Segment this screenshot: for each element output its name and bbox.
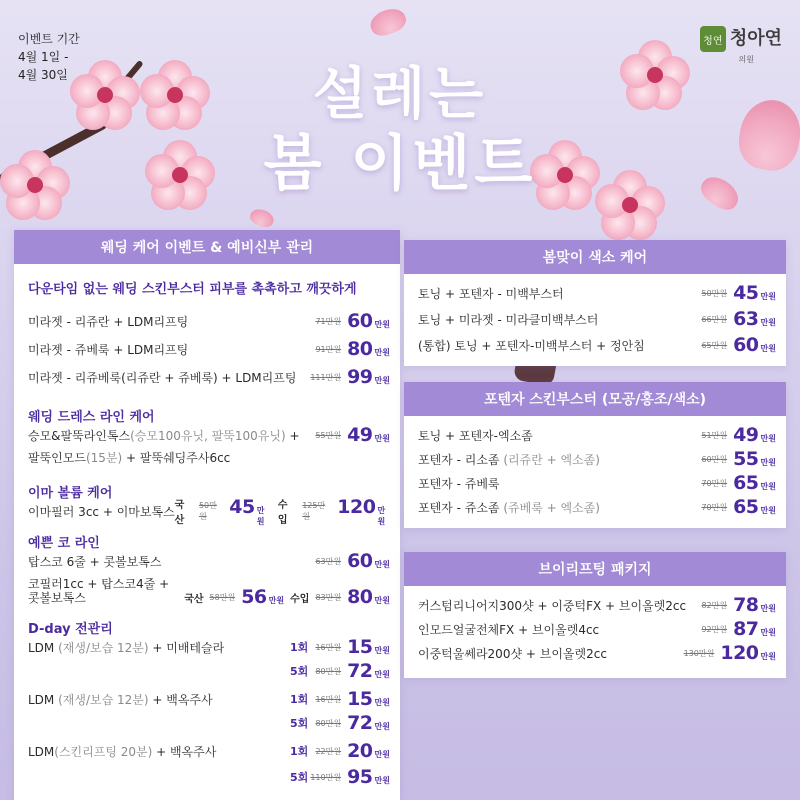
list-item xyxy=(28,495,390,526)
price-unit: 만원 xyxy=(374,560,390,569)
item-detail: (쥬베룩 + 엑소좀) xyxy=(503,500,600,515)
original-price: 70만원 xyxy=(701,502,728,512)
item-label: (통합) 토닝 + 포텐자-미백부스터 + 정안침 xyxy=(418,338,645,353)
original-price: 80만원 xyxy=(315,666,342,676)
price-unit: 만원 xyxy=(374,376,390,385)
original-price: 111만원 xyxy=(310,372,342,382)
sale-price: 63 xyxy=(733,308,759,330)
price-unit: 만원 xyxy=(374,750,390,759)
price-unit: 만원 xyxy=(374,698,390,707)
sale-price: 55 xyxy=(733,448,759,470)
price-unit: 만원 xyxy=(374,722,390,731)
session-count: 1회 xyxy=(290,693,309,706)
event-period-start: 4월 1일 - xyxy=(18,50,69,64)
clinic-logo-name: 청아연 xyxy=(729,28,782,49)
original-price: 80만원 xyxy=(315,718,342,728)
original-price: 125만원 xyxy=(302,501,326,521)
original-price: 60만원 xyxy=(701,454,728,464)
sale-price: 49 xyxy=(733,424,759,446)
sale-price: 80 xyxy=(347,586,373,608)
sale-price: 120 xyxy=(337,495,376,518)
original-price: 16만원 xyxy=(315,694,342,704)
item-detail: (15분) xyxy=(85,450,123,465)
session-count: 1회 xyxy=(290,745,309,758)
item-label: 토닝 + 미라젯 - 미라클미백부스터 xyxy=(418,312,599,327)
sale-price: 87 xyxy=(733,618,759,640)
v-lifting-panel xyxy=(404,552,786,678)
price-unit: 만원 xyxy=(374,434,390,443)
item-label-rest: + 미배테슬라 xyxy=(148,640,225,655)
clinic-logo-mark: 청연 xyxy=(700,26,726,52)
sale-price: 99 xyxy=(347,366,373,388)
event-period-label: 이벤트 기간 xyxy=(18,32,80,46)
domestic-tag: 국산 xyxy=(184,593,204,605)
sale-price: 15 xyxy=(347,636,373,658)
original-price: 55만원 xyxy=(315,430,342,440)
list-item xyxy=(418,282,776,304)
original-price: 63만원 xyxy=(315,556,342,566)
list-item xyxy=(28,424,390,446)
list-item xyxy=(28,310,390,332)
item-label: LDM xyxy=(28,692,59,707)
sale-price: 72 xyxy=(347,712,373,734)
list-item xyxy=(28,366,390,388)
price-unit: 만원 xyxy=(374,320,390,329)
section-title-skinbooster: 다운타임 없는 웨딩 스킨부스터 피부를 촉촉하고 깨끗하게 xyxy=(28,282,357,297)
original-price: 66만원 xyxy=(701,314,728,324)
item-label: LDM xyxy=(28,744,55,759)
original-price: 91만원 xyxy=(315,344,342,354)
v-lifting-header: 브이리프팅 패키지 xyxy=(404,552,786,586)
item-label: 인모드얼굴전체FX + 브이올렛4cc xyxy=(418,622,600,637)
item-detail: (스킨리프팅 20분) xyxy=(54,744,153,759)
price-unit: 만원 xyxy=(760,434,776,443)
session-count: 5회 xyxy=(290,717,309,730)
price-unit: 만원 xyxy=(760,344,776,353)
sale-price: 49 xyxy=(347,424,373,446)
item-label: 포텐자 - 쥬소좀 xyxy=(418,500,504,515)
domestic-tag: 국산 xyxy=(174,500,185,526)
sale-price: 60 xyxy=(347,310,373,332)
item-label-rest: + 팔뚝쉐딩주사6cc xyxy=(122,450,231,465)
item-detail: (승모100유닛, 팔뚝100유닛) xyxy=(130,428,286,443)
section-title-dress-line: 웨딩 드레스 라인 케어 xyxy=(28,410,155,425)
list-item xyxy=(418,448,776,470)
session-count: 1회 xyxy=(290,641,309,654)
list-item xyxy=(418,618,776,640)
list-item xyxy=(418,594,776,616)
price-unit: 만원 xyxy=(760,604,776,613)
sale-price: 72 xyxy=(347,660,373,682)
item-label-rest: + 백옥주사 xyxy=(152,744,217,759)
potenza-header: 포텐자 스킨부스터 (모공/홍조/색소) xyxy=(404,382,786,416)
list-item xyxy=(418,496,776,518)
item-detail: (리쥬란 + 엑소좀) xyxy=(503,452,600,467)
list-item xyxy=(28,766,390,788)
list-item xyxy=(28,586,390,608)
event-period-end: 4월 30일 xyxy=(18,68,68,82)
list-item xyxy=(418,308,776,330)
original-price: 71만원 xyxy=(315,316,342,326)
list-item xyxy=(418,642,776,664)
item-label: 이중턱울쎄라200샷 + 브이올렛2cc xyxy=(418,646,607,661)
list-item-continued xyxy=(28,446,390,468)
headline-line1: 설레는 xyxy=(312,62,488,127)
original-price: 82만원 xyxy=(701,600,728,610)
item-label: 토닝 + 포텐자 - 미백부스터 xyxy=(418,286,564,301)
item-label: 포텐자 - 리소좀 xyxy=(418,452,504,467)
price-unit: 만원 xyxy=(760,628,776,637)
list-item xyxy=(28,688,390,710)
list-item xyxy=(28,636,390,658)
original-price: 110만원 xyxy=(310,772,342,782)
potenza-panel xyxy=(404,382,786,528)
price-unit: 만원 xyxy=(374,646,390,655)
price-unit: 만원 xyxy=(374,776,390,785)
price-unit: 만원 xyxy=(374,596,390,605)
item-label: 팔뚝인모드 xyxy=(28,450,86,465)
sale-price: 80 xyxy=(347,338,373,360)
list-item xyxy=(28,740,390,762)
original-price: 83만원 xyxy=(315,592,342,602)
session-count: 5회 xyxy=(290,771,309,784)
original-price: 22만원 xyxy=(315,746,342,756)
item-label: 이마필러 3cc + 이마보톡스 xyxy=(28,504,175,519)
original-price: 70만원 xyxy=(701,478,728,488)
item-label: 미라젯 - 리쥬베룩(리쥬란 + 쥬베룩) + LDM리프팅 xyxy=(28,370,297,385)
item-label: 포텐자 - 쥬베룩 xyxy=(418,476,500,491)
original-price: 65만원 xyxy=(701,340,728,350)
item-label: 토닝 + 포텐자-엑소좀 xyxy=(418,428,533,443)
item-label-plus: + xyxy=(285,428,300,443)
price-unit: 만원 xyxy=(760,652,776,661)
sale-price: 15 xyxy=(347,688,373,710)
sale-price: 56 xyxy=(241,586,267,608)
item-label: 커스텀리니어지300샷 + 이중턱FX + 브이올렛2cc xyxy=(418,598,687,613)
price-unit: 만원 xyxy=(760,318,776,327)
item-label: 승모&팔뚝라인톡스 xyxy=(28,428,131,443)
section-title-forehead: 이마 볼륨 케어 xyxy=(28,486,113,501)
headline xyxy=(0,62,800,200)
price-unit: 만원 xyxy=(374,348,390,357)
sale-price: 65 xyxy=(733,496,759,518)
original-price: 50만원 xyxy=(198,501,217,521)
sale-price: 95 xyxy=(347,766,373,788)
price-unit: 만원 xyxy=(374,670,390,679)
wedding-care-panel xyxy=(14,230,400,800)
item-label: 미라젯 - 쥬베룩 + LDM리프팅 xyxy=(28,342,189,357)
price-unit: 만원 xyxy=(760,482,776,491)
original-price: 92만원 xyxy=(701,624,728,634)
session-count: 5회 xyxy=(290,665,309,678)
price-unit: 만원 xyxy=(256,505,265,526)
sale-price: 65 xyxy=(733,472,759,494)
wedding-care-header: 웨딩 케어 이벤트 & 예비신부 관리 xyxy=(14,230,400,264)
headline-line2: 봄 이벤트 xyxy=(263,129,537,199)
sale-price: 20 xyxy=(347,740,373,762)
original-price: 16만원 xyxy=(315,642,342,652)
sale-price: 60 xyxy=(347,550,373,572)
sale-price: 120 xyxy=(720,642,759,664)
item-detail: (재생/보습 12분) xyxy=(58,692,149,707)
original-price: 51만원 xyxy=(701,430,728,440)
sale-price: 45 xyxy=(733,282,759,304)
list-item xyxy=(28,550,390,572)
list-item xyxy=(418,472,776,494)
item-label: 콧볼보톡스 xyxy=(28,590,86,605)
price-unit: 만원 xyxy=(760,506,776,515)
spring-pigment-panel xyxy=(404,240,786,366)
list-item xyxy=(418,424,776,446)
item-label: 탑스코 6줄 + 콧볼보톡스 xyxy=(28,554,162,569)
price-unit: 만원 xyxy=(760,292,776,301)
import-tag: 수입 xyxy=(290,593,310,605)
list-item xyxy=(28,712,390,734)
clinic-logo-sub: 의원 xyxy=(738,55,754,64)
list-item xyxy=(28,660,390,682)
sale-price: 78 xyxy=(733,594,759,616)
original-price: 58만원 xyxy=(209,592,236,602)
spring-pigment-header: 봄맞이 색소 케어 xyxy=(404,240,786,274)
original-price: 50만원 xyxy=(701,288,728,298)
sale-price: 45 xyxy=(229,495,255,518)
price-unit: 만원 xyxy=(268,596,285,605)
item-detail: (재생/보습 12분) xyxy=(58,640,149,655)
clinic-logo xyxy=(700,26,782,64)
sale-price: 60 xyxy=(733,334,759,356)
list-item xyxy=(28,338,390,360)
list-item xyxy=(418,334,776,356)
item-label: 코필러1cc + 탑스코4줄 + xyxy=(28,576,170,591)
import-tag: 수입 xyxy=(277,500,288,526)
item-label: 미라젯 - 리쥬란 + LDM리프팅 xyxy=(28,314,189,329)
price-unit: 만원 xyxy=(760,458,776,467)
price-unit: 만원 xyxy=(377,505,386,526)
section-title-dday: D-day 전관리 xyxy=(28,622,113,637)
item-label-rest: + 백옥주사 xyxy=(148,692,213,707)
original-price: 130만원 xyxy=(683,648,715,658)
section-title-nose: 예쁜 코 라인 xyxy=(28,536,100,551)
item-label: LDM xyxy=(28,640,59,655)
